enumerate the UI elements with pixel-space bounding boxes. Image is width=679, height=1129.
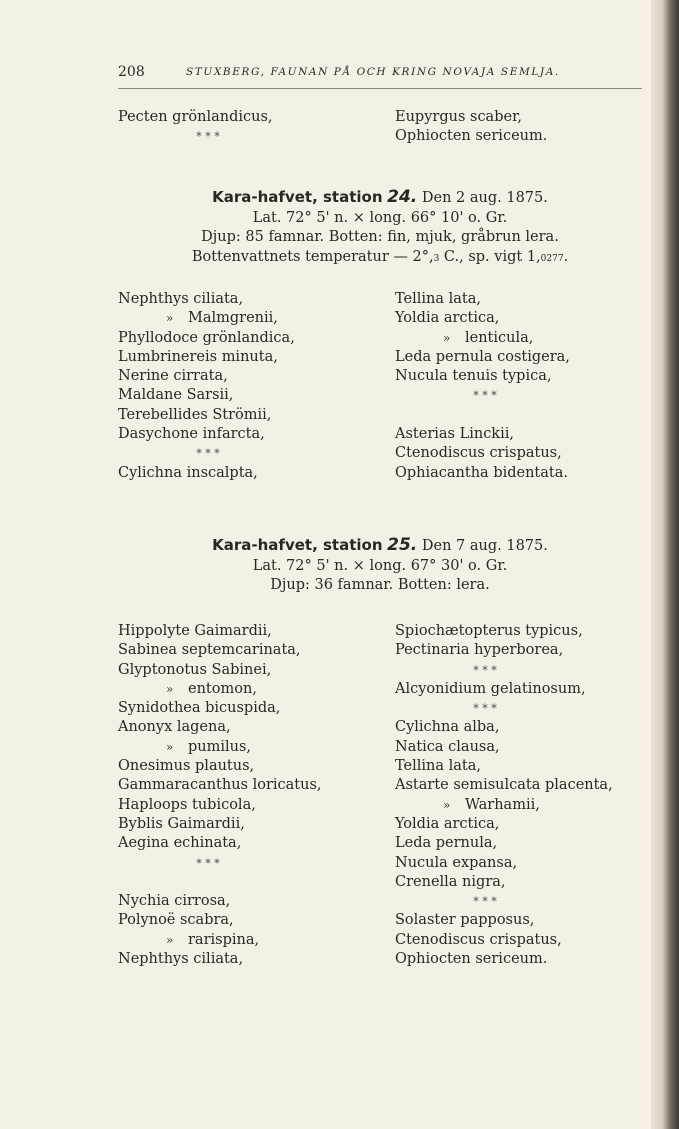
station-depth: Djup: 36 famnar. Botten: lera. bbox=[270, 577, 490, 593]
top-left-column bbox=[118, 108, 358, 147]
station-24-heading bbox=[118, 188, 642, 269]
top-right-column bbox=[395, 108, 635, 147]
species-line: Anonyx lagena, bbox=[118, 719, 231, 736]
temp-decimal: 3 bbox=[433, 253, 440, 264]
ditto-mark: » bbox=[166, 932, 174, 947]
species-line: Hippolyte Gaimardii, bbox=[118, 623, 272, 639]
species-line: Ophiacantha bidentata. bbox=[395, 464, 568, 481]
temp-prefix: Bottenvattnets temperatur — 2°, bbox=[191, 248, 434, 265]
blank-line bbox=[118, 873, 378, 892]
species-line: Tellina lata, bbox=[395, 291, 481, 307]
species-line: Crenella nigra, bbox=[395, 873, 506, 890]
station-title: Kara-hafvet, station bbox=[212, 188, 383, 206]
species-line: Nychia cirrosa, bbox=[118, 893, 231, 910]
station-latlong: Lat. 72° 5' n. × long. 66° 10' o. Gr. bbox=[252, 209, 508, 226]
species-line: Astarte semisulcata placenta, bbox=[395, 777, 613, 794]
species-line: Aegina echinata, bbox=[118, 835, 242, 852]
species-line: Natica clausa, bbox=[395, 738, 500, 755]
species-line-ditto bbox=[118, 680, 378, 699]
station-temperature bbox=[118, 248, 642, 270]
species-line: Cylichna inscalpta, bbox=[118, 464, 258, 481]
species-epithet: lenticula, bbox=[465, 329, 534, 346]
species-line: Gammaracanthus loricatus, bbox=[118, 777, 322, 794]
species-line: Lumbrinereis minuta, bbox=[118, 348, 278, 365]
page-header bbox=[118, 64, 642, 86]
species-line: Phyllodoce grönlandica, bbox=[118, 329, 295, 346]
species-line: Maldane Sarsii, bbox=[118, 387, 234, 404]
species-line-ditto bbox=[118, 738, 378, 757]
separator-stars: * * * bbox=[196, 856, 220, 870]
species-line: Nephthys ciliata, bbox=[118, 291, 244, 307]
species-line: Dasychone infarcta, bbox=[118, 426, 265, 443]
species-line-ditto bbox=[395, 329, 640, 348]
species-line: Sabinea septemcarinata, bbox=[118, 642, 301, 659]
ditto-mark: » bbox=[443, 330, 451, 345]
separator-stars: * * * bbox=[196, 447, 220, 461]
ditto-mark: » bbox=[166, 739, 174, 754]
temp-mid: C., sp. vigt 1, bbox=[439, 248, 541, 265]
station-24-title-line bbox=[118, 188, 642, 209]
species-line: Byblis Gaimardii, bbox=[118, 815, 245, 832]
species-line-ditto bbox=[118, 931, 378, 950]
species-line: Pectinaria hyperborea, bbox=[395, 642, 564, 659]
species-line: Terebellides Strömii, bbox=[118, 406, 272, 423]
species-line: Eupyrgus scaber, bbox=[395, 109, 523, 125]
station-25-right-column bbox=[395, 622, 645, 969]
species-line: Nucula tenuis typica, bbox=[395, 368, 552, 385]
station-date: Den 2 aug. 1875. bbox=[421, 190, 548, 206]
species-line: Ctenodiscus crispatus, bbox=[395, 931, 562, 948]
species-line: Solaster papposus, bbox=[395, 912, 535, 929]
ditto-mark: » bbox=[166, 311, 174, 326]
station-25-left-column bbox=[118, 622, 378, 969]
species-line: Pecten grönlandicus, bbox=[118, 109, 273, 125]
station-title: Kara-hafvet, station bbox=[212, 536, 383, 554]
species-line: Synidothea bicuspida, bbox=[118, 700, 281, 717]
species-line: Asterias Linckii, bbox=[395, 426, 514, 443]
species-line: Ctenodiscus crispatus, bbox=[395, 445, 562, 462]
species-epithet: Warhamii, bbox=[465, 796, 540, 813]
station-24-left-column bbox=[118, 290, 378, 483]
station-25-heading bbox=[118, 536, 642, 596]
species-epithet: Malmgrenii, bbox=[188, 310, 278, 327]
species-line: Cylichna alba, bbox=[395, 719, 500, 736]
species-line: Ophiocten sericeum. bbox=[395, 128, 548, 145]
species-line: Polynoë scabra, bbox=[118, 912, 234, 929]
species-line: Nerine cirrata, bbox=[118, 368, 228, 385]
blank-line bbox=[395, 406, 640, 425]
species-epithet: rarispina, bbox=[188, 931, 260, 948]
separator-stars: * * * bbox=[473, 895, 497, 909]
separator-stars: * * * bbox=[196, 130, 220, 144]
page-edge bbox=[651, 0, 679, 1129]
page-number: 208 bbox=[118, 64, 145, 80]
station-24-right-column bbox=[395, 290, 640, 483]
station-25-title-line bbox=[118, 536, 642, 557]
header-rule bbox=[118, 88, 642, 89]
species-epithet: entomon, bbox=[188, 680, 257, 697]
species-line: Haploops tubicola, bbox=[118, 796, 256, 813]
temp-end: . bbox=[563, 248, 569, 265]
species-line: Nephthys ciliata, bbox=[118, 951, 244, 968]
station-depth: Djup: 85 famnar. Botten: fin, mjuk, gråbrun lera. bbox=[201, 229, 559, 245]
gravity-decimal: 0277 bbox=[540, 253, 564, 264]
ditto-mark: » bbox=[443, 797, 451, 812]
species-line: Leda pernula, bbox=[395, 835, 498, 852]
station-number: 24. bbox=[387, 187, 418, 207]
species-line: Spiochætopterus typicus, bbox=[395, 623, 583, 639]
species-epithet: pumilus, bbox=[188, 738, 252, 755]
species-line: Yoldia arctica, bbox=[395, 310, 500, 327]
station-date: Den 7 aug. 1875. bbox=[421, 538, 548, 554]
species-line: Ophiocten sericeum. bbox=[395, 951, 548, 968]
separator-stars: * * * bbox=[473, 663, 497, 677]
species-line-ditto bbox=[395, 796, 645, 815]
species-line: Yoldia arctica, bbox=[395, 815, 500, 832]
separator-stars: * * * bbox=[473, 389, 497, 403]
species-line: Nucula expansa, bbox=[395, 854, 518, 871]
species-line-ditto bbox=[118, 309, 378, 328]
separator-stars: * * * bbox=[473, 702, 497, 716]
ditto-mark: » bbox=[166, 681, 174, 696]
species-line: Leda pernula costigera, bbox=[395, 348, 570, 365]
species-line: Tellina lata, bbox=[395, 758, 481, 775]
station-latlong: Lat. 72° 5' n. × long. 67° 30' o. Gr. bbox=[252, 557, 508, 574]
species-line: Glyptonotus Sabinei, bbox=[118, 661, 272, 678]
species-line: Onesimus plautus, bbox=[118, 758, 255, 775]
station-number: 25. bbox=[387, 535, 418, 555]
species-line: Alcyonidium gelatinosum, bbox=[395, 680, 586, 697]
running-head: STUXBERG, FAUNAN PÅ OCH KRING NOVAJA SEMLJA. bbox=[186, 66, 560, 78]
